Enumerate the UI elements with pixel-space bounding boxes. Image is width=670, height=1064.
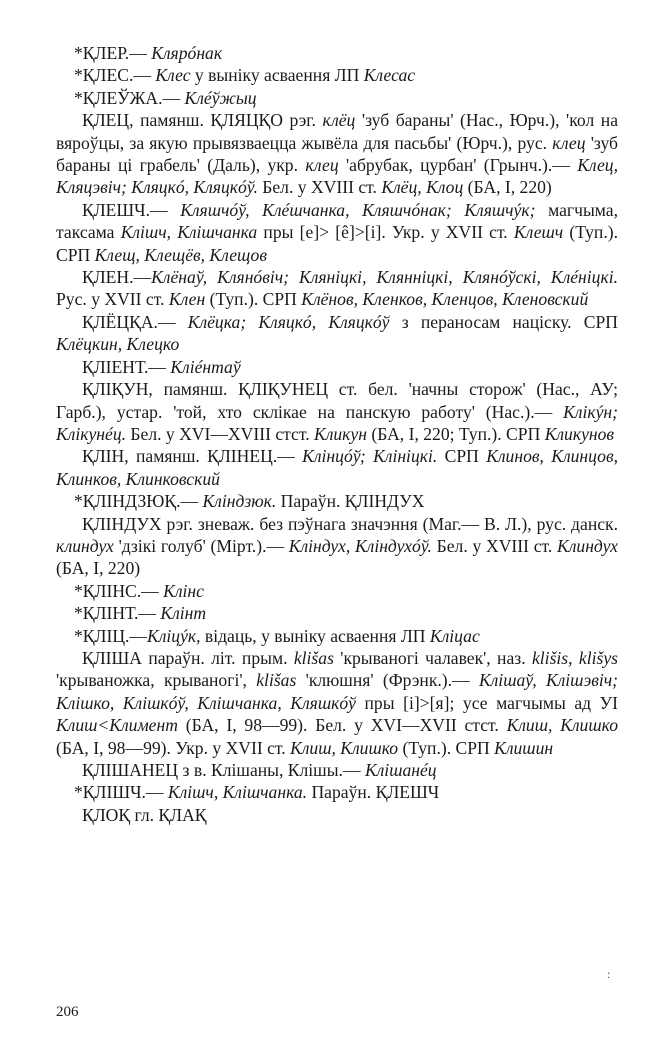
entry-text: *ҚЛІЦ.—Кліцýк, відаць, у выніку асваення ЛП Кліцас <box>74 625 480 646</box>
entry-kles <box>56 64 618 86</box>
entry-klen <box>56 266 618 311</box>
entry-text: *ҚЛІНДЗЮҚ.— Кліндзюк. Параўн. ҚЛІНДУХ <box>74 491 425 512</box>
entry-text: ҚЛЕЦ, памянш. ҚЛЯЦҚО рэг. клёц 'зуб бараны' (Нас., Юрч.), 'кол на вяроўцы, за якую прывязваецца жывёла для пасьбы' (Юрч.), рус. клец 'зуб бараны ці грабель' (Даль), укр. клец 'абрубак, цурбан' (Грынч.).— Клец, Кляцэвіч; Кляцкó, Кляцкóў. Бел. у XVIII ст. Клёц, Клоц (БА, І, 220) <box>56 110 618 198</box>
entry-klishch <box>56 781 618 803</box>
entry-klikun <box>56 378 618 445</box>
entry-text: ҚЛІНДУХ рэг. зневаж. без пэўнага значэння (Маг.— В. Л.), рус. данск. клиндух 'дзікі голуб' (Мірт.).— Кліндух, Кліндухóў. Бел. у XVIII ст. Клиндух (БА, І, 220) <box>56 513 618 579</box>
entry-klits <box>56 625 618 647</box>
page-number: 206 <box>56 1004 79 1020</box>
entry-klier <box>56 42 618 64</box>
entry-text: *ҚЛІШЧ.— Клішч, Клішчанка. Параўн. ҚЛЕШЧ <box>74 782 440 803</box>
entry-text: *ҚЛЕС.— Клес у выніку асваення ЛП Клесас <box>74 65 416 86</box>
entry-text: ҚЛЕШЧ.— Кляшчóў, Клéшчанка, Кляшчóнак; Кляшчýк; магчыма, таксама Клішч, Клішчанка пры [е]> [ê]>[і]. Укр. у XVII ст. Клешч (Туп.). СРП Клещ, Клещёв, Клещов <box>56 199 618 265</box>
entry-klindukh <box>56 513 618 580</box>
entry-text: *ҚЛІНТ.— Клінт <box>74 603 207 624</box>
entry-text: ҚЛІН, памянш. ҚЛІНЕЦ.— Клінцóў; Клініцкі. СРП Клинов, Клинцов, Клинков, Клинковский <box>56 446 618 489</box>
entry-text: *ҚЛЕЎЖА.— Клéўжыц <box>74 87 257 108</box>
entry-text: ҚЛІШАНЕЦ з в. Клішаны, Клішы.— Клішанéц <box>82 760 437 780</box>
entry-klins <box>56 580 618 602</box>
entry-klindziuk <box>56 490 618 512</box>
entry-kleshch <box>56 199 618 266</box>
entry-klets <box>56 109 618 199</box>
dictionary-page <box>56 42 618 826</box>
entry-klok <box>56 804 618 826</box>
entry-klyotska <box>56 311 618 356</box>
entry-klisha <box>56 647 618 759</box>
entry-klishanets <box>56 759 618 781</box>
stray-mark: : <box>607 967 611 981</box>
entry-kliient <box>56 356 618 378</box>
entry-klint <box>56 602 618 624</box>
entry-text: ҚЛЕН.—Клёнаў, Клянóвіч; Кляніцкі, Клянніцкі, Клянóўскі, Клéніцкі. Рус. у XVII ст. Клен (Туп.). СРП Клёнов, Кленков, Кленцов, Кленовский <box>56 267 618 310</box>
entry-text: *ҚЛІНС.— Клінс <box>74 580 204 601</box>
entry-text: ҚЛІША параўн. літ. прым. klišas 'крываногі чалавек', наз. klišis, klišys 'крываножка, крываногі', klišas 'клюшня' (Фрэнк.).— Клішаў, Клішэвіч; Клішко, Клішкóў, Клішчанка, Кляшкóў пры [і]>[я]; усе магчымы ад УІ Клиш<Климент (БА, І, 98—99). Бел. у XVI—XVII стст. Клиш, Клишко (БА, І, 98—99). Укр. у XVII ст. Клиш, Клишко (Туп.). СРП Клишин <box>56 647 618 758</box>
entry-text: ҚЛОҚ гл. ҚЛАҚ <box>82 804 207 825</box>
entry-text: *ҚЛЕР.— Клярóнак <box>74 43 223 63</box>
entry-text: ҚЛІҚУН, памянш. ҚЛІҚУНЕЦ ст. бел. 'начны сторож' (Нас., АУ; Гарб.), устар. 'той, хто склікае на панскую работу' (Нас.).— Клікýн; Клікунéц. Бел. у XVI—XVIII стст. Кликун (БА, І, 220; Туп.). СРП Кликунов <box>56 379 618 444</box>
entry-klin <box>56 445 618 490</box>
entry-text: ҚЛЁЦҚА.— Клёцка; Кляцкó, Кляцкóў з пераносам націску. СРП Клёцкин, Клецко <box>56 311 618 355</box>
entry-text: ҚЛІЕНТ.— Кліéнтаў <box>82 356 241 377</box>
entry-kleuzha <box>56 87 618 109</box>
